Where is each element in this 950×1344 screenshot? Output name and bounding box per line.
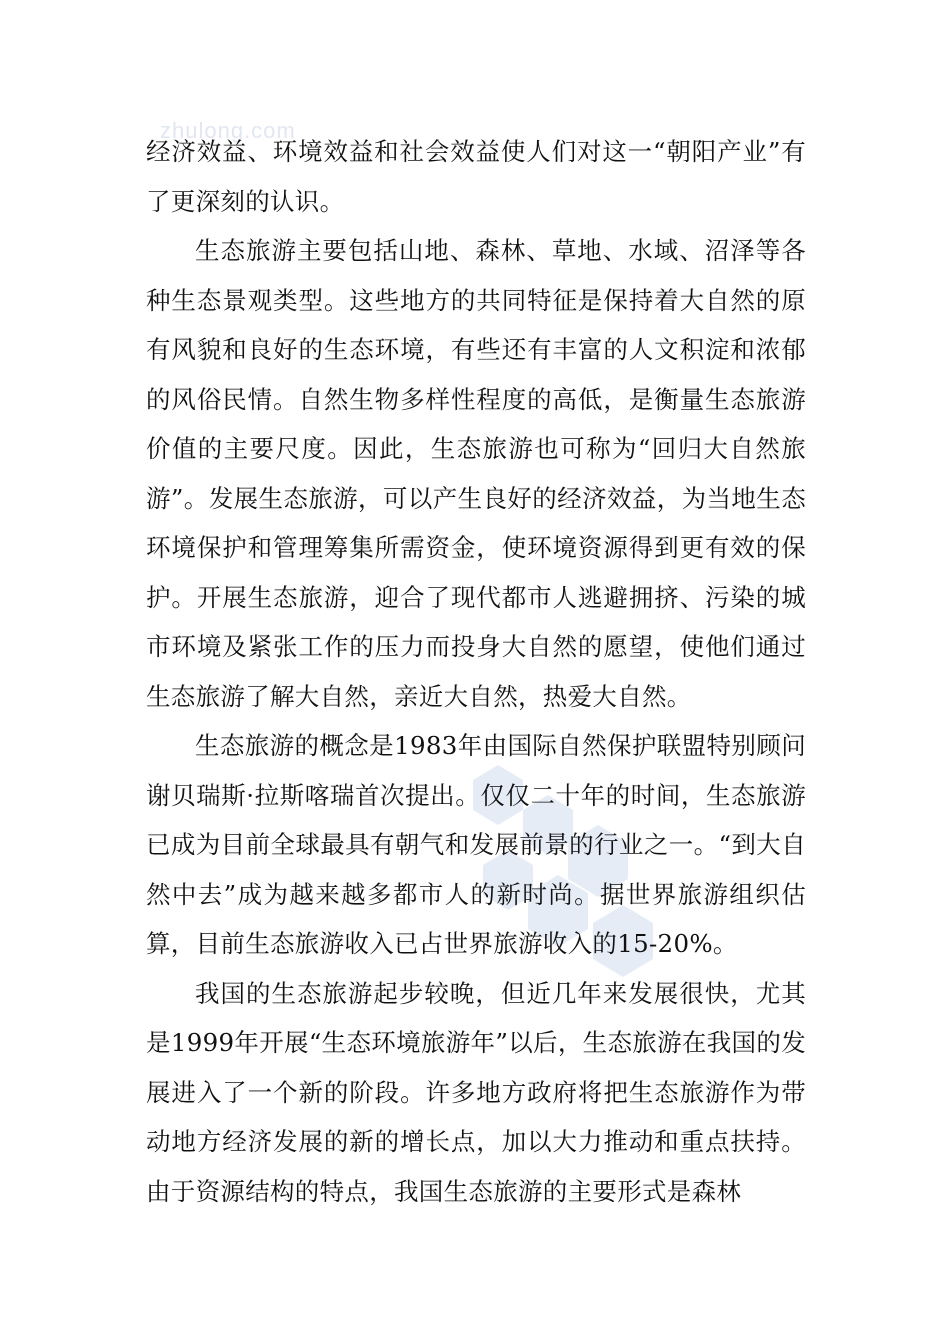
paragraph-1: 经济效益、环境效益和社会效益使人们对这一“朝阳产业”有了更深刻的认识。: [146, 137, 806, 216]
watermark-text: zhulong.com: [160, 118, 296, 143]
paragraph-2: 生态旅游主要包括山地、森林、草地、水域、沼泽等各种生态景观类型。这些地方的共同特征是保持着大自然的原有风貌和良好的生态环境，有些还有丰富的人文积淀和浓郁的风俗民情。自然生物多样性程度的高低，是衡量生态旅游价值的主要尺度。因此，生态旅游也可称为“回归大自然旅游”。发展生态旅游，可以产生良好的经济效益，为当地生态环境保护和管理筹集所需资金，使环境资源得到更有效的保护。开展生态旅游，迎合了现代都市人逃避拥挤、污染的城市环境及紧张工作的压力而投身大自然的愿望，使他们通过生态旅游了解大自然，亲近大自然，热爱大自然。: [146, 236, 806, 711]
paragraph-4: 我国的生态旅游起步较晚，但近几年来发展很快，尤其是1999年开展“生态环境旅游年”以后，生态旅游在我国的发展进入了一个新的阶段。许多地方政府将把生态旅游作为带动地方经济发展的新的增长点，加以大力推动和重点扶持。由于资源结构的特点，我国生态旅游的主要形式是森林: [146, 978, 806, 1206]
paragraph-3: 生态旅游的概念是1983年由国际自然保护联盟特别顾问谢贝瑞斯·拉斯喀瑞首次提出。仅仅二十年的时间，生态旅游已成为目前全球最具有朝气和发展前景的行业之一。“到大自然中去”成为越来越多都市人的新时尚。据世界旅游组织估算，目前生态旅游收入已占世界旅游收入的15-20%。: [146, 731, 806, 958]
document-body: [146, 127, 806, 1216]
